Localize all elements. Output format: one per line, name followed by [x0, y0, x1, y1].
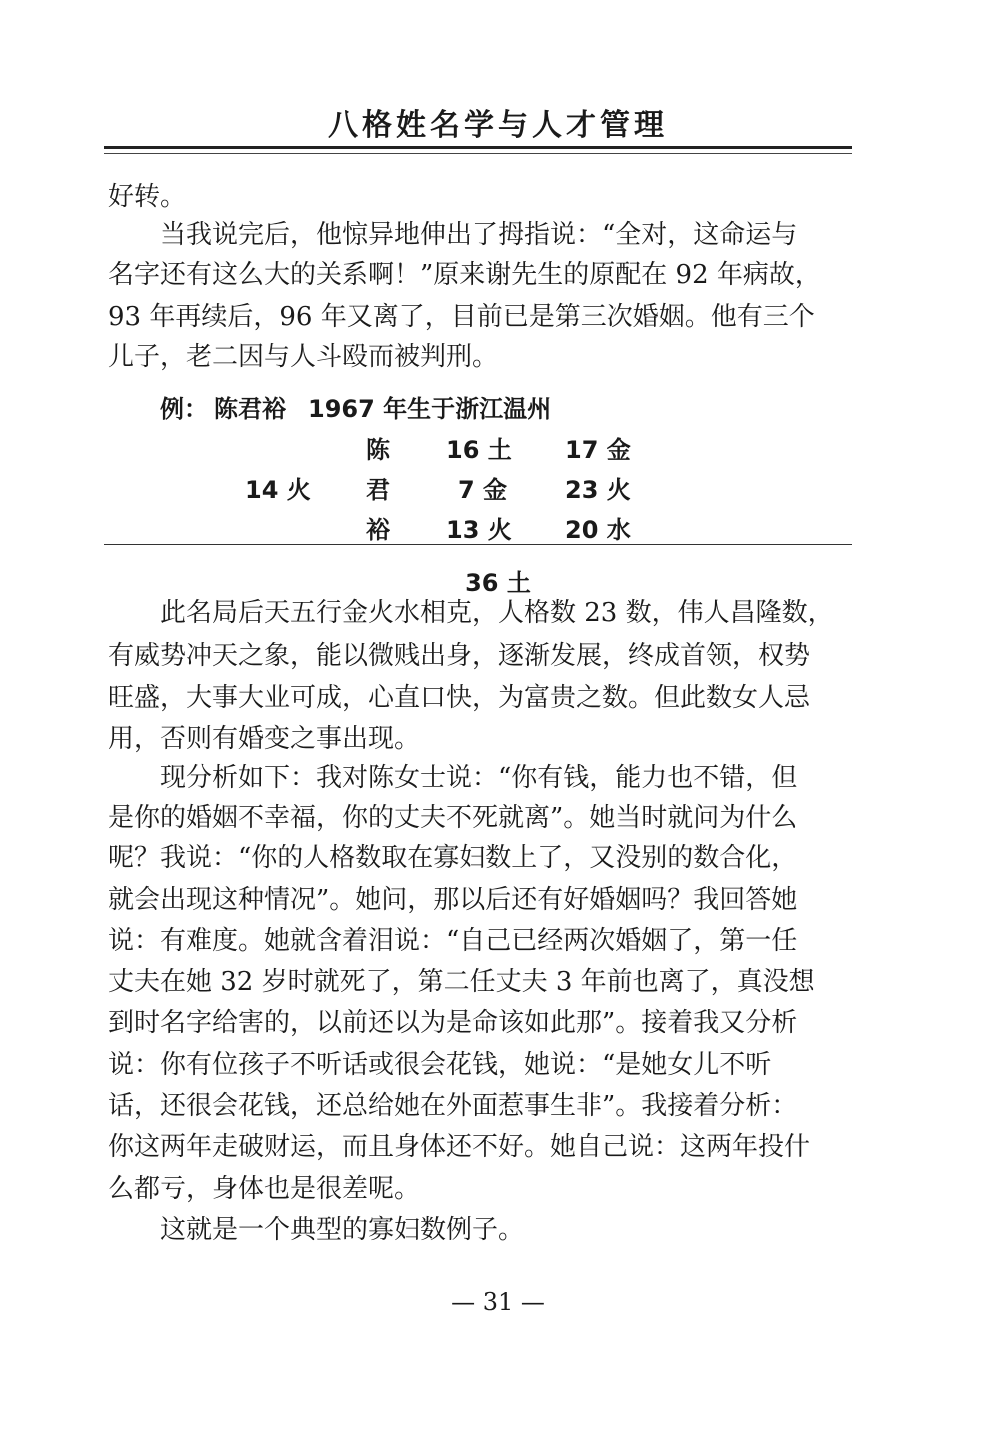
text-line: 呢？我说：“你的人格数取在寡妇数上了，又没别的数合化， — [108, 843, 798, 873]
grid-left-value: 13 火 — [446, 516, 512, 544]
grid-right-value: 17 金 — [565, 436, 631, 464]
running-header: 八格姓名学与人才管理 — [328, 108, 668, 143]
text-line: 你这两年走破财运，而且身体还不好。她自己说：这两年投什 — [108, 1132, 811, 1162]
grid-char: 君 — [366, 476, 390, 504]
grid-right-value: 23 火 — [565, 476, 631, 504]
header-rule-thick — [104, 146, 852, 149]
text-line: 名字还有这么大的关系啊！”原来谢先生的原配在 92 年病故， — [108, 260, 821, 290]
text-line: 儿子，老二因与人斗殴而被判刑。 — [108, 342, 499, 372]
grid-char: 陈 — [366, 436, 390, 464]
page-number: — 31 — — [451, 1288, 545, 1316]
text-line: 丈夫在她 32 岁时就死了，第二任丈夫 3 年前也离了，真没想 — [108, 967, 815, 997]
grid-total: 36 土 — [465, 569, 531, 597]
text-line: 就会出现这种情况”。她问，那以后还有好婚姻吗？我回答她 — [108, 885, 798, 915]
example-name: 陈君裕 — [214, 395, 286, 423]
text-line: 旺盛，大事大业可成，心直口快，为富贵之数。但此数女人忌 — [108, 683, 811, 713]
header-rule-thin — [104, 153, 852, 154]
text-line: 好转。 — [108, 182, 187, 212]
example-label: 例： — [160, 395, 208, 423]
text-line: 说：你有位孩子不听话或很会花钱，她说：“是她女儿不听 — [108, 1050, 772, 1080]
grid-outer-value: 14 火 — [245, 476, 311, 504]
grid-left-value: 7 金 — [458, 476, 508, 504]
grid-sum-rule — [104, 544, 852, 545]
text-line: 用，否则有婚变之事出现。 — [108, 724, 421, 754]
grid-left-value: 16 土 — [446, 436, 512, 464]
text-line: 到时名字给害的，以前还以为是命该如此那”。接着我又分析 — [108, 1008, 798, 1038]
text-line: 当我说完后，他惊异地伸出了拇指说：“全对，这命运与 — [160, 220, 798, 250]
text-line: 现分析如下：我对陈女士说：“你有钱，能力也不错，但 — [160, 763, 798, 793]
text-line: 是你的婚姻不幸福，你的丈夫不死就离”。她当时就问为什么 — [108, 803, 798, 833]
grid-right-value: 20 水 — [565, 516, 631, 544]
text-line: 说：有难度。她就含着泪说：“自己已经两次婚姻了，第一任 — [108, 926, 798, 956]
text-line: 话，还很会花钱，还总给她在外面惹事生非”。我接着分析： — [108, 1091, 798, 1121]
text-line: 有威势冲天之象，能以微贱出身，逐渐发展，终成首领，权势 — [108, 641, 811, 671]
text-line: 93 年再续后，96 年又离了，目前已是第三次婚姻。他有三个 — [108, 302, 815, 332]
example-info: 1967 年生于浙江温州 — [308, 395, 552, 423]
text-line: 这就是一个典型的寡妇数例子。 — [160, 1215, 525, 1245]
grid-char: 裕 — [366, 516, 390, 544]
text-line: 么都亏，身体也是很差呢。 — [108, 1174, 421, 1204]
example-heading — [160, 389, 551, 424]
text-line: 此名局后天五行金火水相克，人格数 23 数，伟人昌隆数， — [160, 598, 834, 628]
